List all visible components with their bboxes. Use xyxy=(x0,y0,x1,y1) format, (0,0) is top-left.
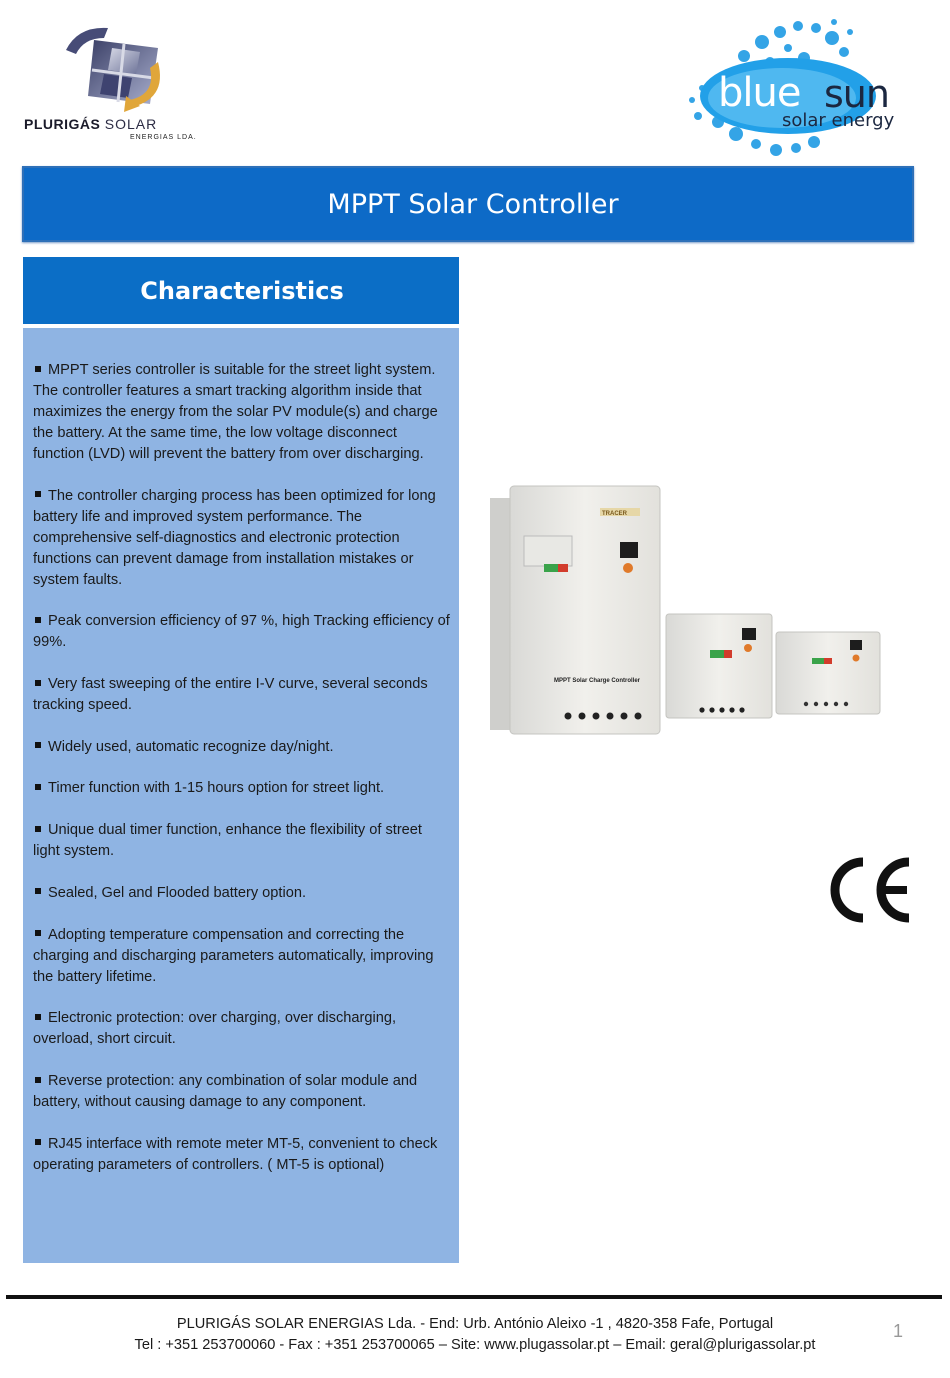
footer-address: PLURIGÁS SOLAR ENERGIAS Lda. - End: Urb. António Aleixo -1 , 4820-358 Fafe, Portugal xyxy=(176,1316,774,1332)
list-item: Unique dual timer function, enhance the flexibility of street light system. xyxy=(33,822,422,860)
bullet-square-icon xyxy=(35,742,41,748)
list-item: Very fast sweeping of the entire I-V curve, several seconds tracking speed. xyxy=(33,676,428,714)
mppt-controllers-illustration xyxy=(488,484,884,736)
list-item: Reverse protection: any combination of solar module and battery, without causing damage to any component. xyxy=(33,1072,418,1110)
plurigas-solar-logo xyxy=(8,12,213,152)
characteristics-list xyxy=(33,360,451,1196)
list-item: Adopting temperature compensation and correcting the charging and discharging parameters automatically, improving the battery lifetime. xyxy=(33,926,434,985)
plurigas-solar-emblem-icon xyxy=(8,12,213,117)
bullet-square-icon xyxy=(35,617,41,623)
bullet-square-icon xyxy=(35,680,41,686)
bullet-square-icon xyxy=(35,1077,41,1083)
list-item: Timer function with 1-15 hours option for street light. xyxy=(33,778,451,799)
bullet-square-icon xyxy=(35,888,41,894)
logo-tagline: solar energy xyxy=(782,110,895,131)
footer-divider xyxy=(6,1295,942,1299)
footer-contact: Tel : +351 253700060 - Fax : +351 253700065 – Site: www.plugassolar.pt – Email: geral@plurigassolar.pt xyxy=(134,1337,816,1353)
page-title: MPPT Solar Controller xyxy=(327,188,619,220)
logo-name-bold: PLURIGÁS xyxy=(24,116,101,132)
logo-word-blue: blue xyxy=(718,70,801,116)
product-model-label: MPPT Solar Charge Controller xyxy=(554,678,641,684)
blue-sun-logo xyxy=(684,18,916,158)
list-item: The controller charging process has been optimized for long battery life and improved system performance. The comprehensive self-diagnostics and electronic protection functions can prevent damage from installation mistakes or system faults. xyxy=(33,487,436,588)
ce-mark xyxy=(823,854,915,926)
logo-subline: ENERGIAS LDA. xyxy=(130,134,197,141)
product-brand-label: TRACER xyxy=(602,511,627,517)
ce-mark-icon xyxy=(823,854,915,926)
list-item: MPPT series controller is suitable for the street light system. The controller features a smart tracking algorithm inside that maximizes the energy from the solar PV module(s) and charge the battery. At the same time, the low voltage disconnect function (LVD) will prevent the battery from over discharging. xyxy=(33,362,438,462)
characteristics-header xyxy=(23,257,459,324)
title-banner xyxy=(22,166,914,242)
bullet-square-icon xyxy=(35,784,41,790)
list-item: Peak conversion efficiency of 97 %, high Tracking efficiency of 99%. xyxy=(33,613,450,651)
bullet-square-icon xyxy=(35,491,41,497)
list-item: Sealed, Gel and Flooded battery option. xyxy=(33,883,451,904)
logo-word-sun: sun xyxy=(824,72,889,116)
bullet-square-icon xyxy=(35,826,41,832)
bullet-square-icon xyxy=(35,1139,41,1145)
bullet-square-icon xyxy=(35,930,41,936)
list-item: Widely used, automatic recognize day/night. xyxy=(33,737,451,758)
characteristics-panel xyxy=(23,328,459,1263)
page-number: 1 xyxy=(893,1321,904,1341)
characteristics-heading: Characteristics xyxy=(140,276,344,305)
bullet-square-icon xyxy=(35,1014,41,1020)
logo-name-solar: SOLAR xyxy=(104,116,158,132)
product-image xyxy=(488,484,884,736)
list-item: RJ45 interface with remote meter MT-5, convenient to check operating parameters of controllers. ( MT-5 is optional) xyxy=(33,1135,438,1173)
bullet-square-icon xyxy=(35,366,41,372)
list-item: Electronic protection: over charging, over discharging, overload, short circuit. xyxy=(33,1010,396,1048)
